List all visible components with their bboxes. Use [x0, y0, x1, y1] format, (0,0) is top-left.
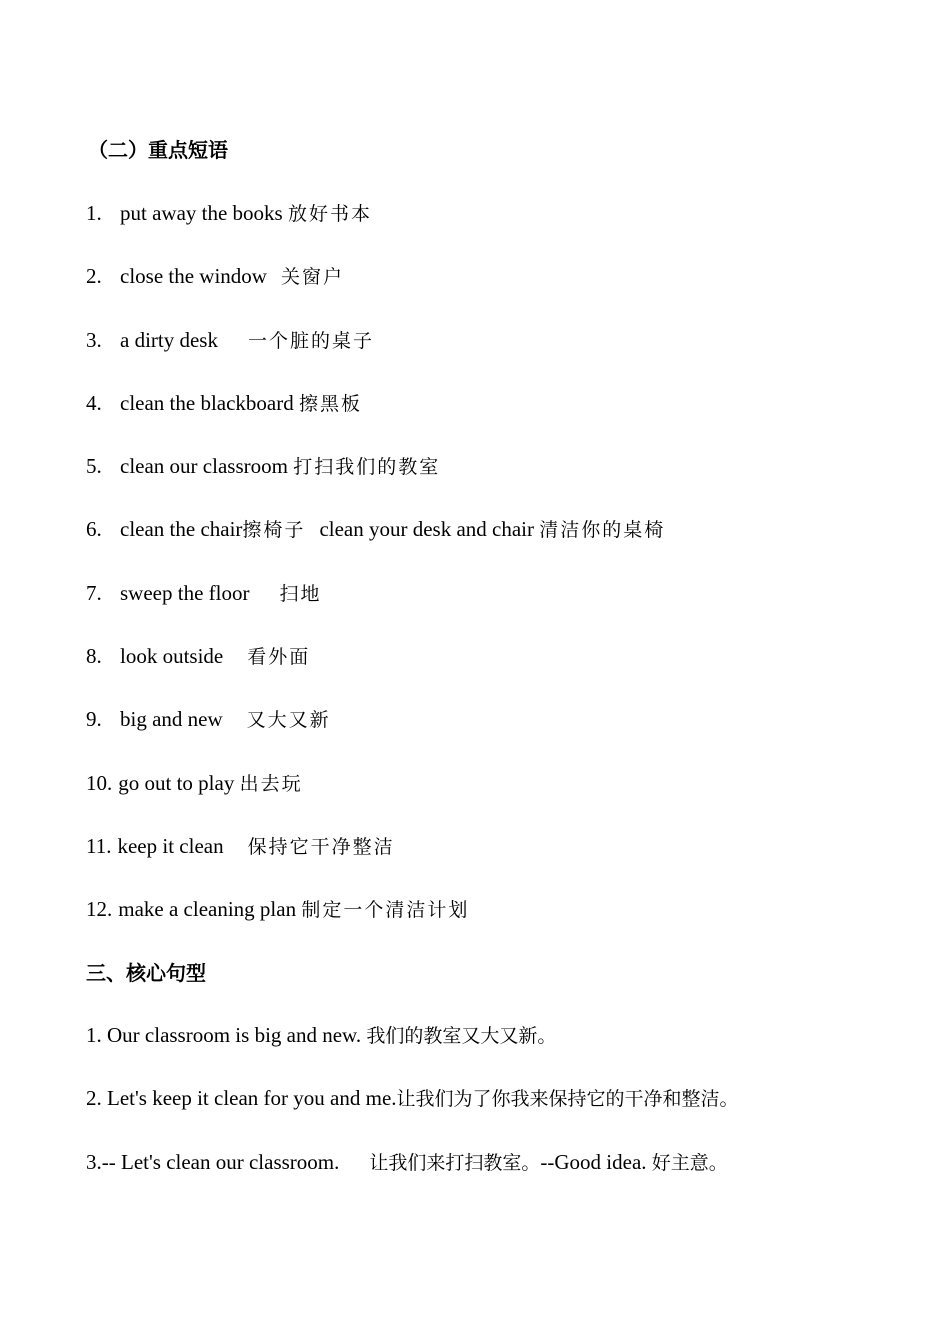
phrase-number: 9.	[86, 707, 102, 731]
sentence-chinese: 我们的教室又大又新。	[366, 1025, 557, 1047]
phrase-chinese: 擦黑板	[299, 393, 363, 415]
phrase-item	[86, 200, 372, 227]
phrase-chinese: 一个脏的桌子	[247, 330, 374, 352]
sentence-number: 3.--	[86, 1150, 116, 1174]
phrase-item	[86, 580, 321, 607]
sentence-number: 1.	[86, 1023, 102, 1047]
phrase-chinese: 看外面	[247, 646, 311, 668]
sentence-chinese: 让我们为了你我来保持它的干净和整洁。	[396, 1088, 739, 1110]
sentence-chinese: 让我们来打扫教室。	[369, 1152, 541, 1174]
phrase-chinese: 出去玩	[239, 773, 303, 795]
phrase-number: 7.	[86, 581, 102, 605]
phrase-item	[86, 516, 665, 543]
sentence-item	[86, 1149, 728, 1176]
phrase-item	[86, 706, 331, 733]
phrase-english: clean the chair	[120, 517, 243, 541]
phrase-item	[86, 390, 362, 417]
phrase-english: clean the blackboard	[120, 391, 294, 415]
phrase-english: look outside	[120, 644, 224, 668]
phrase-number: 2.	[86, 264, 102, 288]
sentence-number: 2.	[86, 1086, 102, 1110]
phrase-chinese: 关窗户	[280, 266, 344, 288]
phrase-chinese: 擦椅子	[242, 519, 306, 541]
phrase-english: a dirty desk	[120, 328, 218, 352]
phrase-chinese: 保持它干净整洁	[247, 836, 395, 858]
phrase-chinese-secondary: 清洁你的桌椅	[539, 519, 666, 541]
phrase-chinese: 放好书本	[287, 203, 372, 225]
phrase-item	[86, 770, 303, 797]
phrase-item	[86, 327, 374, 354]
phrase-number: 4.	[86, 391, 102, 415]
phrase-english: keep it clean	[117, 834, 224, 858]
phrase-english: sweep the floor	[120, 581, 250, 605]
section-heading-core-sentences: 三、核心句型	[86, 963, 206, 985]
phrase-chinese: 又大又新	[246, 709, 331, 731]
phrase-number: 3.	[86, 328, 102, 352]
phrase-item	[86, 263, 344, 290]
phrase-number: 6.	[86, 517, 102, 541]
phrase-english-secondary: clean your desk and chair	[319, 517, 535, 541]
phrase-chinese: 打扫我们的教室	[293, 456, 441, 478]
section-heading-key-phrases: （二）重点短语	[88, 140, 228, 162]
phrase-number: 8.	[86, 644, 102, 668]
sentence-item	[86, 1085, 739, 1112]
phrase-number: 12.	[86, 897, 113, 921]
phrase-item	[86, 896, 469, 923]
phrase-number: 1.	[86, 201, 102, 225]
phrase-chinese: 制定一个清洁计划	[301, 899, 470, 921]
sentence-english: Let's keep it clean for you and me.	[107, 1086, 397, 1110]
phrase-english: go out to play	[118, 771, 235, 795]
phrase-english: close the window	[120, 264, 267, 288]
phrase-item	[86, 643, 310, 670]
sentence-english: Our classroom is big and new.	[107, 1023, 362, 1047]
sentence-response-english: --Good idea.	[540, 1150, 647, 1174]
phrase-english: put away the books	[120, 201, 283, 225]
sentence-item	[86, 1022, 556, 1049]
phrase-number: 10.	[86, 771, 113, 795]
phrase-item	[86, 453, 440, 480]
phrase-english: make a cleaning plan	[118, 897, 297, 921]
sentence-english: Let's clean our classroom.	[121, 1150, 340, 1174]
phrase-english: clean our classroom	[120, 454, 288, 478]
sentence-response-chinese: 好主意。	[651, 1152, 728, 1174]
phrase-english: big and new	[120, 707, 223, 731]
phrase-number: 5.	[86, 454, 102, 478]
phrase-number: 11.	[86, 834, 112, 858]
phrase-item	[86, 833, 395, 860]
phrase-chinese: 扫地	[279, 583, 322, 605]
